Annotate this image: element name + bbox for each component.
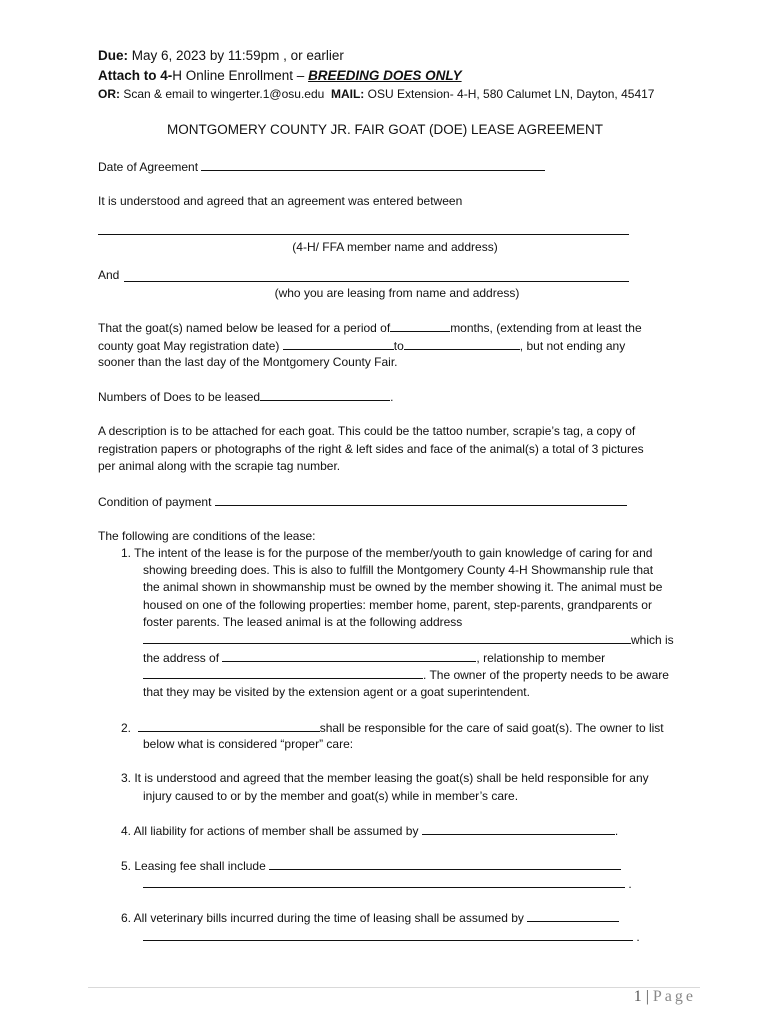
understood-text: It is understood and agreed that an agreement was entered between xyxy=(98,194,463,208)
date-label: Date of Agreement xyxy=(98,160,199,174)
page-word: Page xyxy=(652,988,696,1005)
vet-bills-field-2[interactable] xyxy=(143,929,633,941)
period-to: to xyxy=(393,339,404,353)
condition-6-text: 6. All veterinary bills incurred during the time of leasing shall be assumed by xyxy=(121,911,524,925)
lessor-caption: (who you are leasing from name and address) xyxy=(274,286,520,300)
owner-aware-text: . The owner of the property needs to be aware xyxy=(423,668,669,682)
description-line-3: per animal along with the scrapie tag number. xyxy=(98,459,341,473)
animal-address-field[interactable] xyxy=(143,632,631,644)
numbers-label: Numbers of Does to be leased xyxy=(98,390,261,404)
date-field[interactable] xyxy=(201,159,545,171)
page-title: MONTGOMERY COUNTY JR. FAIR GOAT (DOE) LEASE AGREEMENT xyxy=(166,122,604,137)
condition-5-text: 5. Leasing fee shall include xyxy=(121,859,266,873)
period-line-2 xyxy=(98,338,625,354)
description-line-1: A description is to be attached for each goat. This could be the tattoo number, scrapie’s tag, a copy of xyxy=(98,424,636,438)
attach-line xyxy=(98,68,462,83)
condition-2-line-2: below what is considered “proper” care: xyxy=(143,737,354,751)
page-number xyxy=(634,988,696,1006)
condition-1-line-5: foster parents. The leased animal is at the following address xyxy=(143,615,463,629)
condition-1-line-4: housed on one of the following properties: member home, parent, step-parents, grandparents or xyxy=(143,598,652,612)
condition-4-line xyxy=(121,823,618,839)
conditions-intro: The following are conditions of the lease: xyxy=(98,529,316,543)
mail-value: OSU Extension- 4-H, 580 Calumet LN, Dayton, 45417 xyxy=(367,87,655,101)
condition-4-end: . xyxy=(614,824,619,838)
start-date-field[interactable] xyxy=(283,338,394,350)
period-line-3: sooner than the last day of the Montgomery County Fair. xyxy=(98,355,398,369)
period-text-d: , but not ending any xyxy=(519,339,626,353)
footer-divider xyxy=(88,987,700,988)
condition-3-line-1: 3. It is understood and agreed that the member leasing the goat(s) shall be held responsible for any xyxy=(121,771,649,785)
condition-6-end: . xyxy=(636,930,640,944)
member-caption: (4-H/ FFA member name and address) xyxy=(292,240,498,254)
condition-6-line-1 xyxy=(121,910,619,926)
condition-5-end: . xyxy=(628,877,632,891)
mail-label: MAIL: xyxy=(330,87,365,101)
numbers-field[interactable] xyxy=(260,389,390,401)
address-owner-field[interactable] xyxy=(222,650,476,662)
condition-1-line-1: 1. The intent of the lease is for the purpose of the member/youth to gain knowledge of caring for and xyxy=(121,546,653,560)
end-date-field[interactable] xyxy=(404,338,520,350)
condition-2-text: shall be responsible for the care of said goat(s). The owner to list xyxy=(319,721,664,735)
period-text-a: That the goat(s) named below be leased for a period of xyxy=(98,321,391,335)
period-text-c: county goat May registration date) xyxy=(98,339,280,353)
attach-label: Attach to 4- xyxy=(98,68,173,83)
page-number-value: 1 xyxy=(633,988,642,1005)
breeding-does-only: BREEDING DOES ONLY xyxy=(308,68,462,83)
condition-6-line-2 xyxy=(143,929,640,945)
condition-1-line-6 xyxy=(143,632,674,648)
leasing-fee-field-1[interactable] xyxy=(269,858,621,870)
and-label: And xyxy=(98,268,120,282)
condition-1-line-3: the animal shown in showmanship must be owned by the member showing it. The animal must be xyxy=(143,580,663,594)
period-text-b: months, (extending from at least the xyxy=(450,321,642,335)
due-line xyxy=(98,48,344,63)
condition-1-line-9: that they may be visited by the extension agent or a goat superintendent. xyxy=(143,685,530,699)
payment-label: Condition of payment xyxy=(98,495,212,509)
caretaker-field[interactable] xyxy=(138,720,320,732)
leasing-fee-field-2[interactable] xyxy=(143,876,625,888)
description-line-2: registration papers or photographs of the right & left sides and face of the animal(s) a total of 3 pictures xyxy=(98,442,644,456)
relationship-label: , relationship to member xyxy=(476,651,606,665)
address-of-label: the address of xyxy=(143,651,220,665)
condition-2-number: 2. xyxy=(121,721,132,735)
condition-1-line-7 xyxy=(143,650,605,666)
period-line-1 xyxy=(98,320,642,336)
member-name-field[interactable] xyxy=(98,234,629,235)
numbers-of-does xyxy=(98,389,393,405)
which-is: which is xyxy=(631,633,674,647)
condition-1-line-2: showing breeding does. This is also to fulfill the Montgomery County 4-H Showmanship rule that xyxy=(143,563,654,577)
numbers-end: . xyxy=(390,390,394,404)
date-of-agreement xyxy=(98,159,545,175)
relationship-field[interactable] xyxy=(143,667,423,679)
due-value: May 6, 2023 by 11:59pm , or earlier xyxy=(131,48,344,63)
submission-line xyxy=(98,87,654,102)
liability-field[interactable] xyxy=(422,823,615,835)
payment-field[interactable] xyxy=(215,494,627,506)
or-value: Scan & email to wingerter.1@osu.edu xyxy=(123,87,325,101)
condition-5-line-2 xyxy=(143,876,632,892)
condition-3-line-2: injury caused to or by the member and goat(s) while in member’s care. xyxy=(143,789,519,803)
vet-bills-field-1[interactable] xyxy=(527,910,619,922)
or-label: OR: xyxy=(98,87,120,101)
condition-1-line-8 xyxy=(143,667,669,683)
months-field[interactable] xyxy=(390,320,450,332)
attach-value: H Online Enrollment – xyxy=(172,68,309,83)
lessor-name-field[interactable] xyxy=(124,281,629,282)
payment-line xyxy=(98,494,627,510)
condition-5-line-1 xyxy=(121,858,621,874)
page-separator: | xyxy=(645,988,649,1005)
due-label: Due: xyxy=(98,48,128,63)
condition-4-text: 4. All liability for actions of member shall be assumed by xyxy=(121,824,419,838)
condition-2-line-1 xyxy=(121,720,664,736)
